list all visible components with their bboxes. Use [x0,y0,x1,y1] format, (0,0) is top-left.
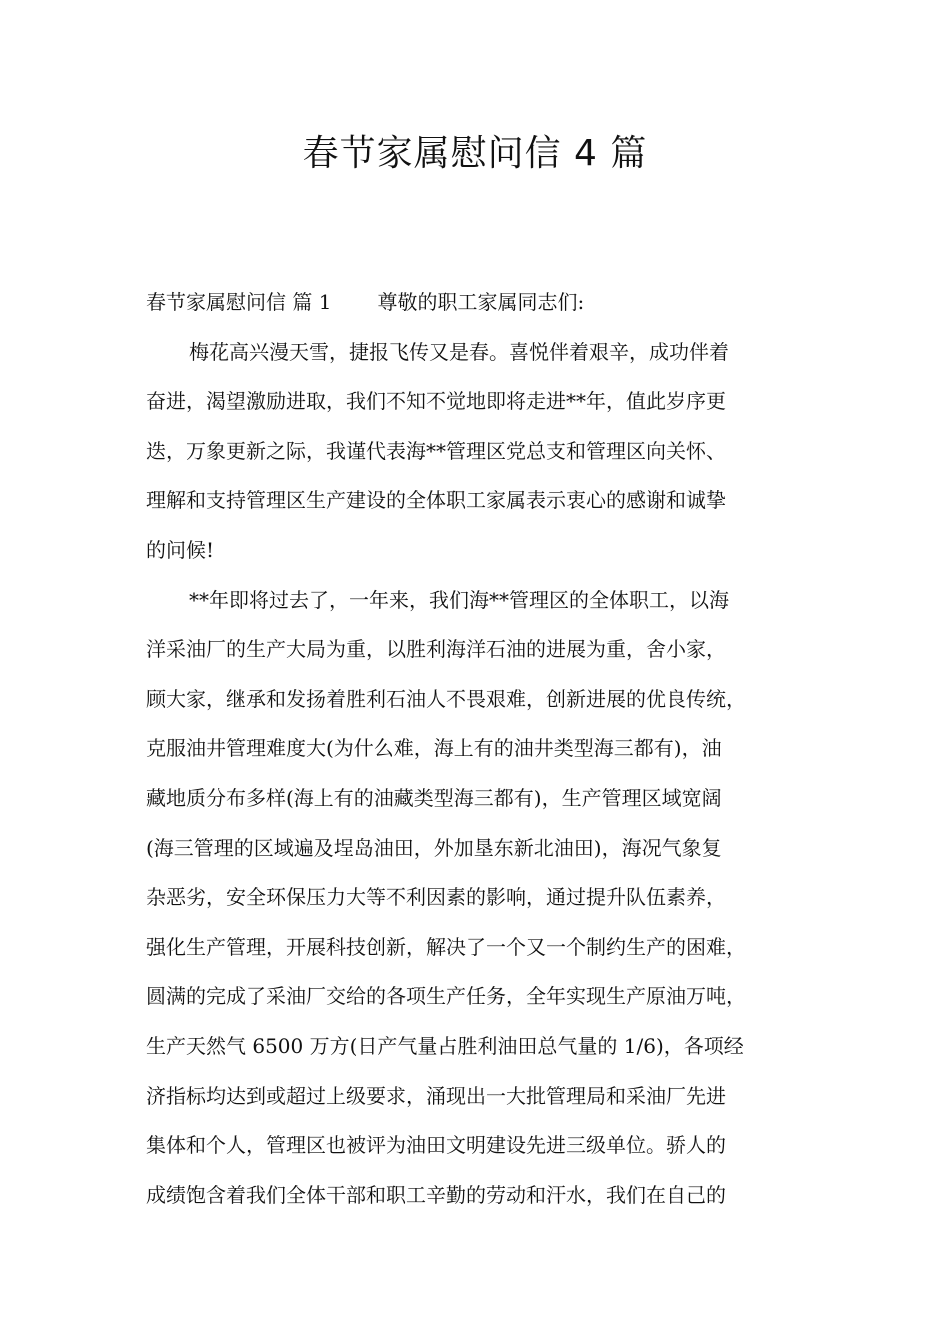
paragraph-line: 梅花高兴漫天雪，捷报飞传又是春。喜悦伴着艰辛，成功伴着 [189,339,729,364]
letter-heading: 春节家属慰问信 篇 1 [146,290,332,314]
paragraph-line: 奋进，渴望激励进取，我们不知不觉地即将走进**年，值此岁序更 [146,389,726,414]
document-title: 春节家属慰问信 4 篇 [302,133,648,174]
paragraph-line: 顾大家，继承和发扬着胜利石油人不畏艰难，创新进展的优良传统， [146,686,746,711]
paragraph-line: 迭，万象更新之际，我谨代表海**管理区党总支和管理区向关怀、 [146,438,726,463]
letter-heading-line [146,284,836,334]
salutation: 尊敬的职工家属同志们: [377,290,585,314]
paragraph-line: 克服油井管理难度大(为什么难，海上有的油井类型海三都有)，油 [146,736,722,761]
paragraph-line: 藏地质分布多样(海上有的油藏类型海三都有)，生产管理区域宽阔 [146,785,722,810]
paragraph-line: 理解和支持管理区生产建设的全体职工家属表示衷心的感谢和诚挚 [146,488,726,513]
paragraph-line: 的问候! [146,537,215,562]
document-body [146,284,836,1226]
paragraph-line: 成绩饱含着我们全体干部和职工辛勤的劳动和汗水，我们在自己的 [146,1182,726,1207]
paragraph-line: 圆满的完成了采油厂交给的各项生产任务，全年实现生产原油万吨， [146,984,746,1009]
paragraph-line: 洋采油厂的生产大局为重，以胜利海洋石油的进展为重，舍小家， [146,637,726,662]
paragraph-line: 强化生产管理，开展科技创新，解决了一个又一个制约生产的困难， [146,934,746,959]
paragraph-line: 生产天然气 6500 万方(日产气量占胜利油田总气量的 1/6)，各项经 [146,1033,744,1058]
paragraph-line: **年即将过去了，一年来，我们海**管理区的全体职工，以海 [189,587,729,612]
paragraph-line: 济指标均达到或超过上级要求，涌现出一大批管理局和采油厂先进 [146,1083,726,1108]
paragraph-line: (海三管理的区域遍及埕岛油田，外加垦东新北油田)，海况气象复 [146,835,722,860]
paragraph-line: 杂恶劣，安全环保压力大等不利因素的影响，通过提升队伍素养， [146,885,726,910]
paragraph-line: 集体和个人，管理区也被评为油田文明建设先进三级单位。骄人的 [146,1133,726,1158]
